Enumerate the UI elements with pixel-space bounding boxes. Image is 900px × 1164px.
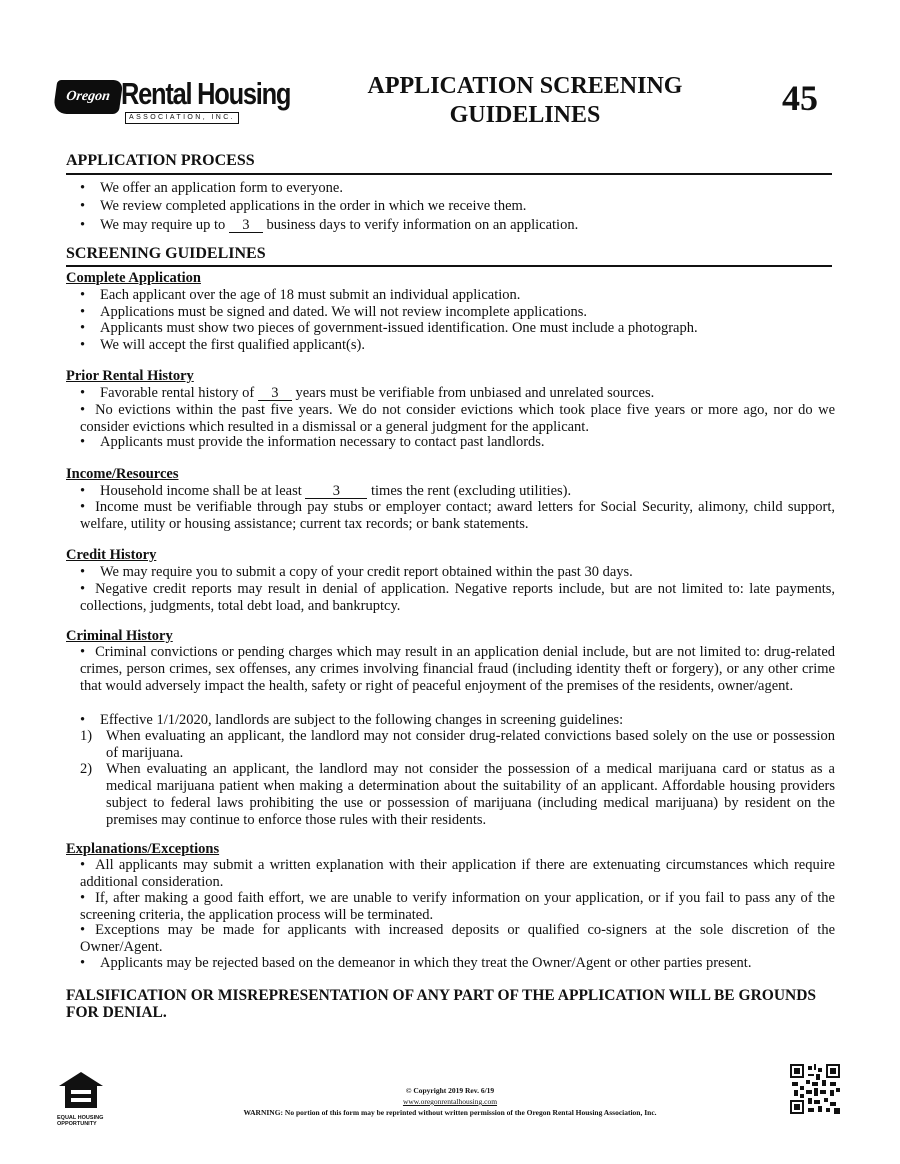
list-item-text: No evictions within the past five years. We do not consider evictions which took place five years or more ago, nor do we consider evictions which resulted in a dismissal or a general judgment for the applicant. <box>80 402 835 435</box>
list-item: • If, after making a good faith effort, we are unable to verify information on your application, or if you fail to pass any of the screening criteria, the application process will be terminated. <box>80 890 835 923</box>
list-item: • We may require up to 3 business days to verify information on an application. <box>80 217 579 233</box>
website-link[interactable]: www.oregonrentalhousing.com <box>402 1097 498 1106</box>
list-item-text: Favorable rental history of <box>100 385 255 401</box>
list-item-text: We will accept the first qualified applicant(s). <box>100 337 365 353</box>
application-process-title: APPLICATION PROCESS <box>66 152 255 169</box>
form-number: 45 <box>782 78 818 118</box>
list-item: • Household income shall be at least 3 times the rent (excluding utilities). <box>80 483 572 499</box>
list-item: • Income must be verifiable through pay stubs or employer contact; award letters for Social Security, alimony, child support, welfare, utility or housing assistance; current tax records; or bank statements. <box>80 499 835 532</box>
list-item-text: We review completed applications in the order in which we receive them. <box>100 198 527 214</box>
list-item-text: Applicants must show two pieces of government-issued identification. One must include a photograph. <box>100 320 698 336</box>
title-line-2: GUIDELINES <box>449 102 601 128</box>
rental-history-years-value: 3 <box>258 386 292 401</box>
numbered-item-text: When evaluating an applicant, the landlord may not consider drug-related convictions based solely on the use or possession of marijuana. <box>106 728 835 761</box>
list-item: • We may require you to submit a copy of your credit report obtained within the past 30 days. <box>80 564 633 580</box>
list-item: • All applicants may submit a written explanation with their application if there are extenuating circumstances which require additional consideration. <box>80 857 835 890</box>
business-days-value: 3 <box>229 218 263 233</box>
list-item-text: Each applicant over the age of 18 must submit an individual application. <box>100 287 521 303</box>
numbered-item-label: 2) <box>80 761 93 777</box>
numbered-item-label: 1) <box>80 728 93 744</box>
reprint-warning: WARNING: No portion of this form may be reprinted without written permission of the Oregon Rental Housing Association, Inc. <box>243 1108 657 1117</box>
explanations-exceptions-heading: Explanations/Exceptions <box>66 841 220 857</box>
numbered-item <box>80 728 835 762</box>
logo-oregon-mark: Oregon <box>53 80 124 114</box>
page-title <box>330 72 720 130</box>
income-resources-heading: Income/Resources <box>66 466 179 482</box>
list-item-text: Effective 1/1/2020, landlords are subject to the following changes in screening guidelines: <box>100 712 624 728</box>
list-item: • No evictions within the past five years. We do not consider evictions which took place five years or more ago, nor do we consider evictions which resulted in a dismissal or a general judgment for the applicant. <box>80 402 835 435</box>
credit-history-heading: Credit History <box>66 547 157 563</box>
equal-housing-logo <box>57 1070 111 1127</box>
numbered-item <box>80 761 835 829</box>
list-item-text: Household income shall be at least <box>100 483 302 499</box>
list-item: • Applicants must provide the information necessary to contact past landlords. <box>80 434 545 450</box>
section-divider <box>66 173 832 175</box>
list-item-text: years must be verifiable from unbiased and unrelated sources. <box>295 385 655 401</box>
list-item-text: We may require up to <box>100 217 226 233</box>
list-item-text: If, after making a good faith effort, we are unable to verify information on your application, or if you fail to pass any of the screening criteria, the application process will be terminated. <box>80 890 835 923</box>
list-item: • Criminal convictions or pending charges which may result in an application denial include, but are not limited to: drug-related crimes, person crimes, sex offenses, any crimes involving financial fraud (including identity theft or forgery), or any other crime that would adversely impact the health, safety or right of peaceful enjoyment of the premises of the residents, owner/agent. <box>80 644 835 694</box>
list-item-text: We may require you to submit a copy of your credit report obtained within the past 30 days. <box>100 564 633 580</box>
equal-housing-line-2: OPPORTUNITY <box>57 1121 97 1127</box>
list-item-text: business days to verify information on an application. <box>266 217 579 233</box>
list-item: • Applicants may be rejected based on the demeanor in which they treat the Owner/Agent or other parties present. <box>80 955 752 971</box>
list-item: • Applications must be signed and dated. We will not review incomplete applications. <box>80 304 588 320</box>
list-item: • We review completed applications in the order in which we receive them. <box>80 198 527 214</box>
screening-guidelines-title: SCREENING GUIDELINES <box>66 245 266 262</box>
list-item: • Applicants must show two pieces of government-issued identification. One must include a photograph. <box>80 320 698 336</box>
list-item-text: All applicants may submit a written explanation with their application if there are extenuating circumstances which require additional consideration. <box>80 857 835 890</box>
ortha-logo <box>55 74 291 128</box>
equal-housing-icon <box>57 1070 105 1110</box>
falsification-notice: FALSIFICATION OR MISREPRESENTATION OF ANY PART OF THE APPLICATION WILL BE GROUNDS FOR DENIAL. <box>66 987 817 1021</box>
copyright-text: © Copyright 2019 Rev. 6/19 <box>405 1086 495 1095</box>
list-item: • Exceptions may be made for applicants with increased deposits or qualified co-signers at the sole discretion of the Owner/Agent. <box>80 922 835 955</box>
list-item-text: times the rent (excluding utilities). <box>371 483 572 499</box>
numbered-item-text: When evaluating an applicant, the landlord may not consider the possession of a medical marijuana card or status as a medical marijuana patient when making a determination about the suitability of an applicant. Affordable housing providers subject to federal laws prohibiting the use or possession of marijuana (including medical marijuana) by resident on the premises may continue to enforce those rules with their residents. <box>106 761 835 828</box>
list-item: • Favorable rental history of 3 years must be verifiable from unbiased and unrelated sources. <box>80 385 655 401</box>
list-item-text: Applicants must provide the information necessary to contact past landlords. <box>100 434 545 450</box>
criminal-history-heading: Criminal History <box>66 628 173 644</box>
income-multiple-value: 3 <box>305 484 367 499</box>
list-item: • Negative credit reports may result in denial of application. Negative reports include, but are not limited to: late payments, collections, judgments, total debt load, and bankruptcy. <box>80 581 835 614</box>
section-divider <box>66 265 832 267</box>
qr-code-icon <box>790 1064 840 1114</box>
list-item: • Each applicant over the age of 18 must submit an individual application. <box>80 287 521 303</box>
logo-subtitle: ASSOCIATION, INC. <box>125 112 239 124</box>
prior-rental-history-heading: Prior Rental History <box>66 368 194 384</box>
logo-name: Rental Housing <box>121 76 291 111</box>
list-item-text: Income must be verifiable through pay stubs or employer contact; award letters for Social Security, alimony, child support, welfare, utility or housing assistance; current tax records; or bank statements. <box>80 499 835 532</box>
list-item-text: Exceptions may be made for applicants with increased deposits or qualified co-signers at the sole discretion of the Owner/Agent. <box>80 922 835 955</box>
list-item: • Effective 1/1/2020, landlords are subject to the following changes in screening guidelines: <box>80 712 624 728</box>
list-item: • We will accept the first qualified applicant(s). <box>80 337 365 353</box>
list-item-text: Criminal convictions or pending charges which may result in an application denial include, but are not limited to: drug-related crimes, person crimes, sex offenses, any crimes involving financial fraud (including identity theft or forgery), or any other crime that would adversely impact the health, safety or right of peaceful enjoyment of the premises of the residents, owner/agent. <box>80 644 835 694</box>
list-item-text: Negative credit reports may result in denial of application. Negative reports include, but are not limited to: late payments, collections, judgments, total debt load, and bankruptcy. <box>80 581 835 614</box>
title-line-1: APPLICATION SCREENING <box>367 73 683 99</box>
equal-housing-line-1: EQUAL HOUSING <box>57 1115 104 1121</box>
list-item-text: Applicants may be rejected based on the demeanor in which they treat the Owner/Agent or other parties present. <box>100 955 752 971</box>
list-item-text: Applications must be signed and dated. We will not review incomplete applications. <box>100 304 588 320</box>
complete-application-heading: Complete Application <box>66 270 201 286</box>
list-item-text: We offer an application form to everyone. <box>100 180 343 196</box>
list-item: • We offer an application form to everyone. <box>80 180 343 196</box>
